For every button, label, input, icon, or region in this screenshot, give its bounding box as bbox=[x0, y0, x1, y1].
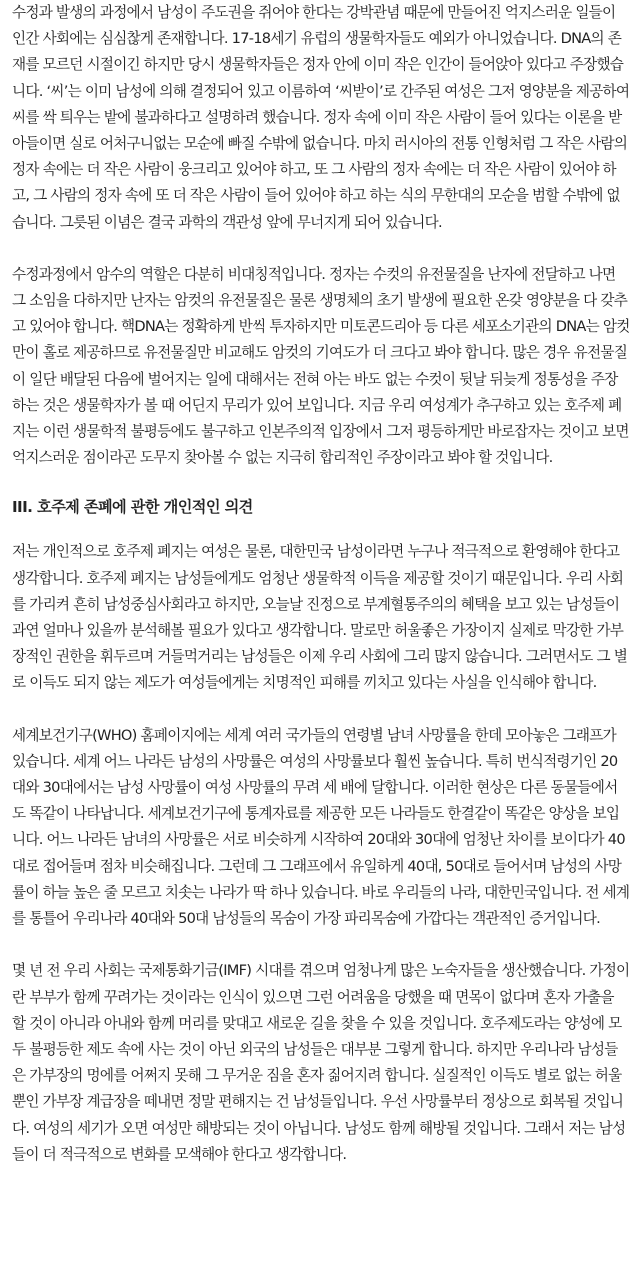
body-paragraph: 몇 년 전 우리 사회는 국제통화기금(IMF) 시대를 겪으며 엄청나게 많은 노숙자들을 생산했습니다. 가정이란 부부가 함께 꾸려가는 것이라는 인식이 있으면 그런 어려움을 당했을 때 면목이 없다며 혼자 가출을 할 것이 아니라 아내와 함께 머리를 맞대고 새로운 길을 찾을 수 있을 것입니다. 호주제도라는 양성에 모두 불평등한 제도 속에 사는 것이 아닌 외국의 남성들은 대부분 그렇게 합니다. 하지만 우리나라 남성들은 가부장의 멍에를 어쩌지 못해 그 무거운 짐을 혼자 짊어지려 합니다. 실질적인 이득도 별로 없는 허울뿐인 가부장 계급장을 떼내면 정말 편해지는 건 남성들입니다. 우선 사망률부터 정상으로 회복될 것입니다. 여성의 세기가 오면 여성만 해방되는 것이 아닙니다. 남성도 함께 해방될 것입니다. 그래서 저는 남성들이 더 적극적으로 변화를 모색해야 한다고 생각합니다. bbox=[12, 962, 630, 1163]
body-paragraph: 수정과 발생의 과정에서 남성이 주도권을 쥐어야 한다는 강박관념 때문에 만들어진 억지스러운 일들이 인간 사회에는 심심찮게 존재합니다. 17-18세기 유럽의 생물학자들도 예외가 아니었습니다. DNA의 존재를 모르던 시절이긴 하지만 당시 생물학자들은 정자 안에 이미 작은 인간이 들어앉아 있다고 주장했습니다. ‘씨’는 이미 남성에 의해 결정되어 있고 이름하여 ‘씨받이’로 간주된 여성은 그저 영양분을 제공하여 씨를 싹 틔우는 밭에 불과하다고 설명하려 했습니다. 정자 속에 이미 작은 사람이 들어 있다는 이론을 받아들이면 실로 어처구니없는 모순에 빠질 수밖에 없습니다. 마치 러시아의 전통 인형처럼 그 작은 사람의 정자 속에는 더 작은 사람이 웅크리고 있어야 하고, 또 그 사람의 정자 속에는 더 작은 사람이 있어야 하고, 그 사람의 정자 속에 또 더 작은 사람이 들어 있어야 하고 하는 식의 무한대의 모순을 범할 수밖에 없습니다. 그릇된 이념은 결국 과학의 객관성 앞에 무너지게 되어 있습니다. bbox=[12, 4, 630, 231]
body-paragraph: 세계보건기구(WHO) 홈페이지에는 세계 여러 국가들의 연령별 남녀 사망률을 한데 모아놓은 그래프가 있습니다. 세계 어느 나라든 남성의 사망률은 여성의 사망률보다 훨씬 높습니다. 특히 번식적령기인 20대와 30대에서는 남성 사망률이 여성 사망률의 무려 세 배에 달합니다. 이러한 현상은 다른 동물들에서도 똑같이 나타납니다. 세계보건기구에 통계자료를 제공한 모든 나라들도 한결같이 똑같은 양상을 보입니다. 어느 나라든 남녀의 사망률은 서로 비슷하게 시작하여 20대와 30대에 엄청난 차이를 보이다가 40대로 접어들며 점차 비슷해집니다. 그런데 그 그래프에서 유일하게 40대, 50대로 들어서며 남성의 사망률이 하늘 높은 줄 모르고 치솟는 나라가 딱 하나 있습니다. 바로 우리들의 나라, 대한민국입니다. 전 세계를 통틀어 우리나라 40대와 50대 남성들의 목숨이 가장 파리목숨에 가깝다는 객관적인 증거입니다. bbox=[12, 726, 630, 928]
body-paragraph: 수정과정에서 암수의 역할은 다분히 비대칭적입니다. 정자는 수컷의 유전물질을 난자에 전달하고 나면 그 소임을 다하지만 난자는 암컷의 유전물질은 물론 생명체의 초기 발생에 필요한 온갖 영양분을 다 갖추고 있어야 합니다. 핵DNA는 정확하게 반씩 투자하지만 미토콘드리아 등 다른 세포소기관의 DNA는 암컷만이 홀로 제공하므로 유전물질만 비교해도 암컷의 기여도가 더 크다고 봐야 합니다. 많은 경우 유전물질이 일단 배달된 다음에 벌어지는 일에 대해서는 전혀 아는 바도 없는 수컷이 뒷날 뒤늦게 정통성을 주장하는 것은 생물학자가 볼 때 어딘지 무리가 있어 보입니다. 지금 우리 여성계가 추구하고 있는 호주제 폐지는 이런 생물학적 불평등에도 불구하고 인본주의적 입장에서 그저 평등하게만 바로잡자는 것이고 보면 억지스러운 점이라곤 도무지 찾아볼 수 없는 지극히 합리적인 주장이라고 봐야 할 것입니다. bbox=[12, 265, 630, 467]
section-heading: III. 호주제 존폐에 관한 개인적인 의견 bbox=[12, 498, 253, 517]
body-paragraph: 저는 개인적으로 호주제 폐지는 여성은 물론, 대한민국 남성이라면 누구나 적극적으로 환영해야 한다고 생각합니다. 호주제 폐지는 남성들에게도 엄청난 생물학적 이득을 제공할 것이기 때문입니다. 우리 사회를 가리켜 흔히 남성중심사회라고 하지만, 오늘날 진정으로 부계혈통주의의 혜택을 보고 있는 남성들이 과연 얼마나 있을까 분석해볼 필요가 있다고 생각합니다. 말로만 허울좋은 가장이지 실제로 막강한 가부장적인 권한을 휘두르며 거들먹거리는 남성들은 이제 우리 사회에 그리 많지 않습니다. 그러면서도 그 별로 이득도 되지 않는 제도가 여성들에게는 치명적인 피해를 끼치고 있다는 사실을 인식해야 합니다. bbox=[12, 543, 628, 692]
